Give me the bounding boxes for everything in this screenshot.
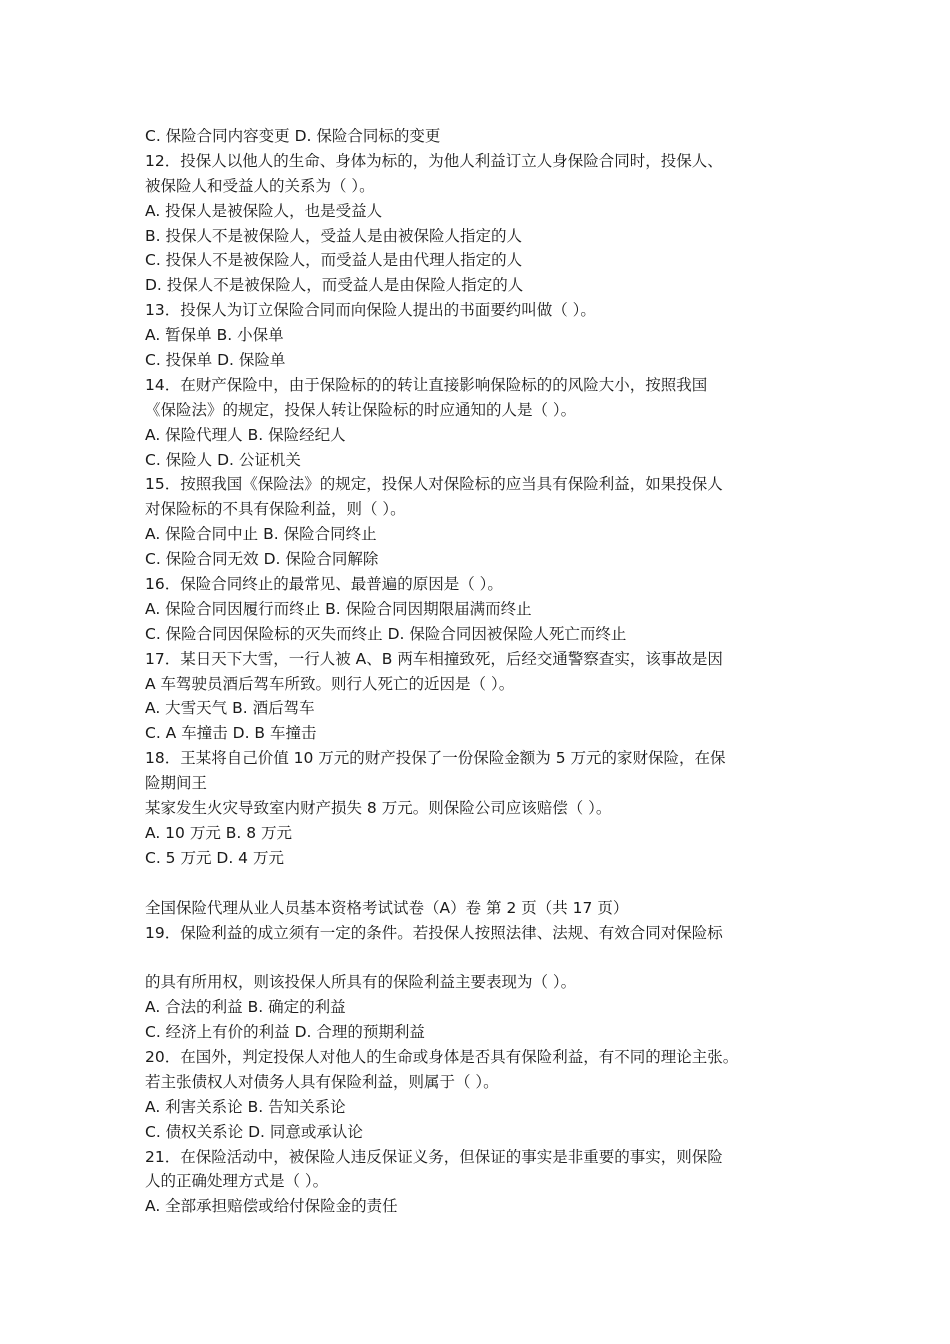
option-line: A. 合法的利益 B. 确定的利益 [145,998,346,1017]
question-18: 18．王某将自己价值 10 万元的财产投保了一份保险金额为 5 万元的家财保险，在保 [145,749,726,768]
page-footer: 全国保险代理从业人员基本资格考试试卷（A）卷 第 2 页（共 17 页） [145,898,629,917]
text-line: 某家发生火灾导致室内财产损失 8 万元。则保险公司应该赔偿（ ）。 [145,799,612,818]
text-line: 对保险标的不具有保险利益，则（ ）。 [145,500,406,519]
question-16: 16．保险合同终止的最常见、最普遍的原因是（ ）。 [145,575,503,594]
option-line: A. 大雪天气 B. 酒后驾车 [145,699,315,718]
text-line: 《保险法》的规定，投保人转让保险标的时应通知的人是（ ）。 [145,400,577,419]
option-line: C. 保险合同因保险标的灭失而终止 D. 保险合同因被保险人死亡而终止 [145,624,627,643]
option-line: C. A 车撞击 D. B 车撞击 [145,724,317,743]
question-12: 12．投保人以他人的生命、身体为标的，为他人利益订立人身保险合同时，投保人、 [145,151,723,170]
question-21: 21．在保险活动中，被保险人违反保证义务，但保证的事实是非重要的事实，则保险 [145,1147,723,1166]
text-line: C. 保险合同内容变更 D. 保险合同标的变更 [145,127,441,145]
option-line: A. 保险合同中止 B. 保险合同终止 [145,525,377,544]
option-line: C. 保险合同无效 D. 保险合同解除 [145,550,379,569]
text-line: 若主张债权人对债务人具有保险利益，则属于（ ）。 [145,1072,499,1091]
option-line: B. 投保人不是被保险人，受益人是由被保险人指定的人 [145,226,522,245]
blank-line [145,871,825,896]
option-line: C. 投保人不是被保险人，而受益人是由代理人指定的人 [145,251,523,270]
option-line: C. 保险人 D. 公证机关 [145,450,301,469]
text-line: 的具有所用权，则该投保人所具有的保险利益主要表现为（ ）。 [145,973,577,992]
question-15: 15．按照我国《保险法》的规定，投保人对保险标的应当具有保险利益，如果投保人 [145,475,723,494]
option-line: A. 利害关系论 B. 告知关系论 [145,1097,346,1116]
option-line: A. 投保人是被保险人，也是受益人 [145,201,383,220]
text-line: A 车驾驶员酒后驾车所致。则行人死亡的近因是（ ）。 [145,674,515,693]
option-line: C. 经济上有价的利益 D. 合理的预期利益 [145,1023,425,1042]
option-line: D. 投保人不是被保险人，而受益人是由保险人指定的人 [145,276,524,295]
text-line: 险期间王 [145,774,208,793]
option-line: C. 投保单 D. 保险单 [145,351,286,370]
text-line: 被保险人和受益人的关系为（ ）。 [145,176,375,195]
document-body [145,124,825,1219]
option-line: C. 债权关系论 D. 同意或承认论 [145,1122,363,1141]
option-line: A. 全部承担赔偿或给付保险金的责任 [145,1197,398,1216]
text-line: 人的正确处理方式是（ ）。 [145,1172,329,1191]
option-line: A. 暂保单 B. 小保单 [145,326,284,345]
option-line: A. 10 万元 B. 8 万元 [145,823,293,842]
question-13: 13．投保人为订立保险合同而向保险人提出的书面要约叫做（ ）。 [145,301,596,320]
question-17: 17．某日天下大雪，一行人被 A、B 两车相撞致死，后经交通警察查实，该事故是因 [145,649,723,668]
option-line: A. 保险合同因履行而终止 B. 保险合同因期限届满而终止 [145,599,532,618]
option-line: C. 5 万元 D. 4 万元 [145,848,284,867]
option-line: A. 保险代理人 B. 保险经纪人 [145,425,346,444]
question-20: 20．在国外，判定投保人对他人的生命或身体是否具有保险利益，有不同的理论主张。 [145,1047,739,1066]
blank-line [145,945,825,970]
question-19: 19．保险利益的成立须有一定的条件。若投保人按照法律、法规、有效合同对保险标 [145,923,723,942]
question-14: 14．在财产保险中，由于保险标的的转让直接影响保险标的的风险大小，按照我国 [145,375,708,394]
